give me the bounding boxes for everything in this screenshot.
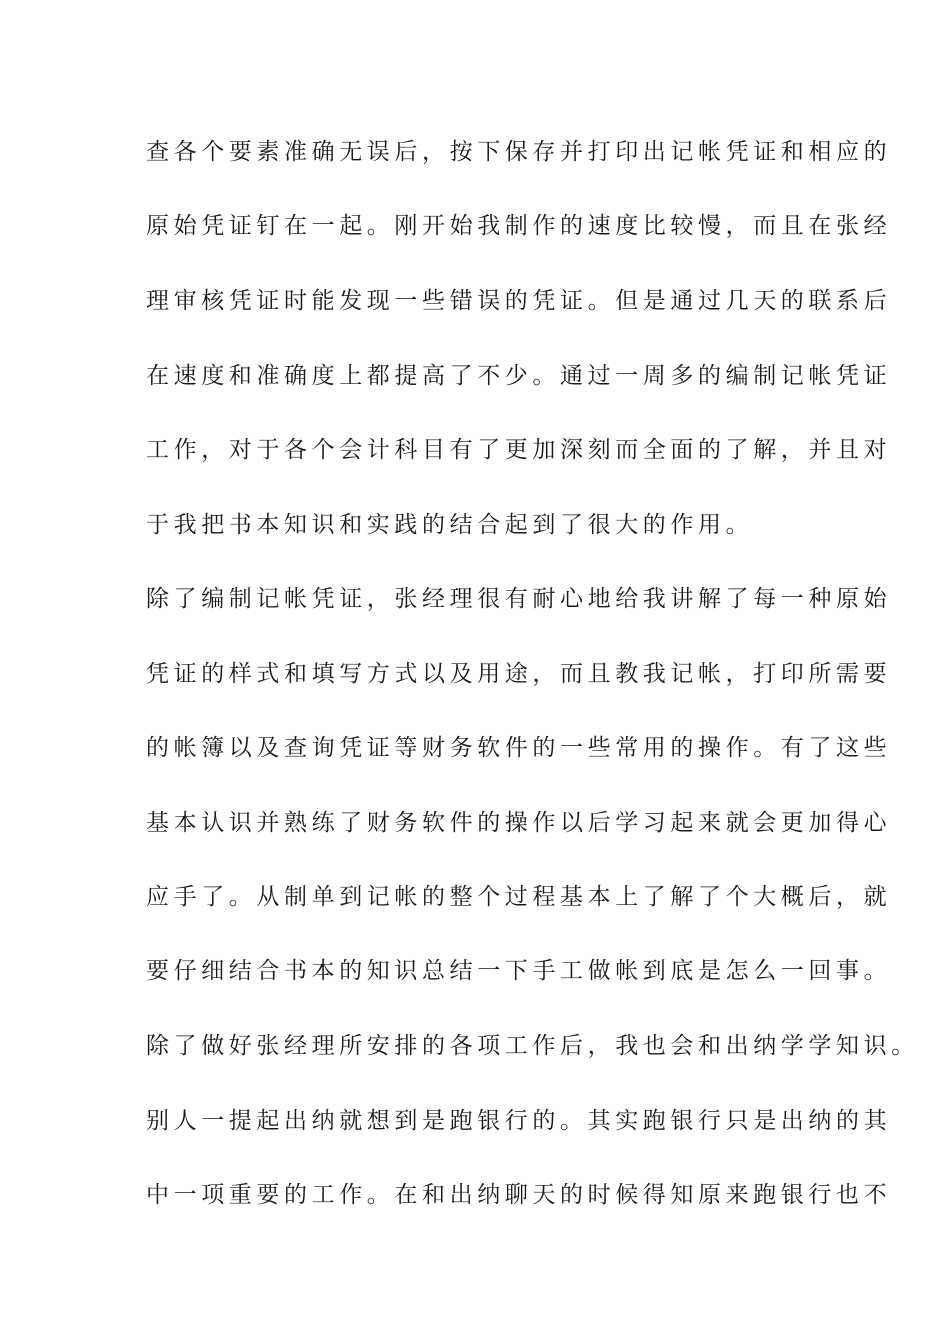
text-line: 原始凭证钉在一起。刚开始我制作的速度比较慢，而且在张经: [146, 213, 892, 239]
text-line: 工作，对于各个会计科目有了更加深刻而全面的了解，并且对: [146, 437, 892, 463]
text-line: 除了做好张经理所安排的各项工作后，我也会和出纳学学知识。: [146, 1033, 919, 1059]
text-line: 于我把书本知识和实践的结合起到了很大的作用。: [146, 512, 754, 538]
text-line: 中一项重要的工作。在和出纳聊天的时候得知原来跑银行也不: [146, 1182, 892, 1208]
text-line: 理审核凭证时能发现一些错误的凭证。但是通过几天的联系后: [146, 288, 892, 314]
text-line: 查各个要素准确无误后，按下保存并打印出记帐凭证和相应的: [146, 139, 892, 165]
text-line: 凭证的样式和填写方式以及用途，而且教我记帐，打印所需要: [146, 661, 892, 687]
text-line: 的帐簿以及查询凭证等财务软件的一些常用的操作。有了这些: [146, 735, 892, 761]
text-line: 除了编制记帐凭证，张经理很有耐心地给我讲解了每一种原始: [146, 586, 892, 612]
text-line: 在速度和准确度上都提高了不少。通过一周多的编制记帐凭证: [146, 363, 892, 389]
text-line: 要仔细结合书本的知识总结一下手工做帐到底是怎么一回事。: [146, 958, 892, 984]
text-line: 应手了。从制单到记帐的整个过程基本上了解了个大概后，就: [146, 884, 892, 910]
text-line: 别人一提起出纳就想到是跑银行的。其实跑银行只是出纳的其: [146, 1108, 892, 1134]
text-line: 基本认识并熟练了财务软件的操作以后学习起来就会更加得心: [146, 810, 892, 836]
